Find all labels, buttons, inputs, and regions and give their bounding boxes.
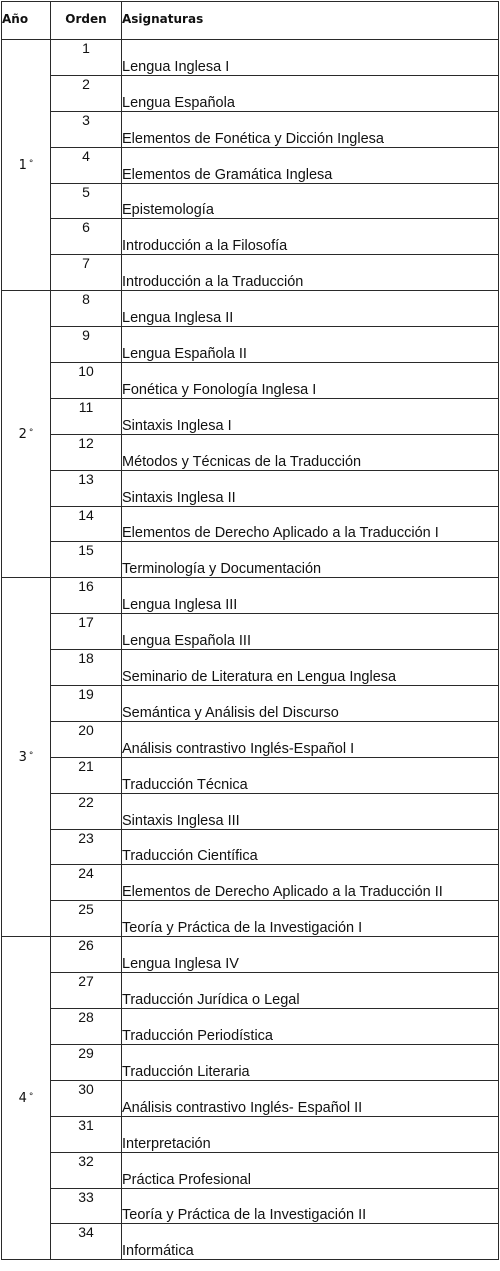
header-row [2, 2, 499, 40]
table-row [2, 470, 499, 506]
table-row [2, 1116, 499, 1152]
subject-name: Traducción Científica [122, 829, 499, 865]
order-number: 16 [51, 578, 122, 614]
subject-name: Lengua Inglesa IV [122, 937, 499, 973]
table-row [2, 111, 499, 147]
subject-name: Teoría y Práctica de la Investigación II [122, 1188, 499, 1224]
table-row [2, 75, 499, 111]
order-number: 18 [51, 650, 122, 686]
table-row [2, 757, 499, 793]
table-row [2, 219, 499, 255]
subject-name: Lengua Española [122, 75, 499, 111]
year-cell [2, 578, 51, 937]
order-number: 28 [51, 1009, 122, 1045]
order-number: 15 [51, 542, 122, 578]
subject-name: Introducción a la Traducción [122, 255, 499, 291]
order-number: 31 [51, 1116, 122, 1152]
table-row [2, 686, 499, 722]
year-column-header: Año [2, 2, 51, 40]
subject-name: Sintaxis Inglesa II [122, 470, 499, 506]
degree-symbol: ° [28, 1091, 34, 1102]
year-number: 1 [18, 157, 27, 173]
subject-name: Lengua Inglesa I [122, 40, 499, 76]
subject-name: Sintaxis Inglesa III [122, 793, 499, 829]
table-row [2, 614, 499, 650]
table-row [2, 1188, 499, 1224]
order-number: 21 [51, 757, 122, 793]
order-number: 9 [51, 327, 122, 363]
order-number: 2 [51, 75, 122, 111]
table-row [2, 1044, 499, 1080]
order-number: 10 [51, 363, 122, 399]
order-number: 11 [51, 398, 122, 434]
order-number: 12 [51, 434, 122, 470]
table-row [2, 901, 499, 937]
subject-name: Elementos de Derecho Aplicado a la Traducción I [122, 506, 499, 542]
subject-name: Análisis contrastivo Inglés- Español II [122, 1080, 499, 1116]
year-number: 4 [18, 1090, 27, 1106]
subject-name: Terminología y Documentación [122, 542, 499, 578]
subject-name: Interpretación [122, 1116, 499, 1152]
table-row [2, 1224, 499, 1260]
year-cell [2, 291, 51, 578]
order-number: 25 [51, 901, 122, 937]
subject-name: Teoría y Práctica de la Investigación I [122, 901, 499, 937]
table-row [2, 506, 499, 542]
order-number: 30 [51, 1080, 122, 1116]
table-row [2, 542, 499, 578]
degree-symbol: ° [28, 427, 34, 438]
order-number: 23 [51, 829, 122, 865]
table-row [2, 434, 499, 470]
order-number: 4 [51, 147, 122, 183]
order-number: 5 [51, 183, 122, 219]
table-row [2, 865, 499, 901]
table-row [2, 147, 499, 183]
subject-name: Semántica y Análisis del Discurso [122, 686, 499, 722]
subject-name: Métodos y Técnicas de la Traducción [122, 434, 499, 470]
subject-name: Seminario de Literatura en Lengua Inglesa [122, 650, 499, 686]
order-number: 33 [51, 1188, 122, 1224]
table-row [2, 650, 499, 686]
subject-name: Traducción Técnica [122, 757, 499, 793]
order-number: 14 [51, 506, 122, 542]
order-number: 1 [51, 40, 122, 76]
order-number: 13 [51, 470, 122, 506]
order-number: 8 [51, 291, 122, 327]
order-number: 22 [51, 793, 122, 829]
year-number: 3 [18, 749, 27, 765]
order-number: 19 [51, 686, 122, 722]
subject-name: Lengua Inglesa II [122, 291, 499, 327]
curriculum-table [1, 1, 499, 1260]
subject-name: Lengua Española III [122, 614, 499, 650]
table-row [2, 1152, 499, 1188]
table-body [2, 40, 499, 1260]
degree-symbol: ° [28, 750, 34, 761]
subject-name: Introducción a la Filosofía [122, 219, 499, 255]
table-row [2, 721, 499, 757]
subject-name: Lengua Española II [122, 327, 499, 363]
order-number: 26 [51, 937, 122, 973]
table-row [2, 255, 499, 291]
order-number: 3 [51, 111, 122, 147]
subjects-column-header: Asignaturas [122, 2, 499, 40]
subject-name: Traducción Literaria [122, 1044, 499, 1080]
table-row [2, 973, 499, 1009]
order-number: 6 [51, 219, 122, 255]
table-row [2, 363, 499, 399]
subject-name: Lengua Inglesa III [122, 578, 499, 614]
table-row [2, 40, 499, 76]
table-row [2, 327, 499, 363]
order-number: 20 [51, 721, 122, 757]
order-number: 29 [51, 1044, 122, 1080]
year-cell [2, 937, 51, 1260]
table-row [2, 937, 499, 973]
order-number: 32 [51, 1152, 122, 1188]
subject-name: Traducción Periodística [122, 1009, 499, 1045]
table-row [2, 291, 499, 327]
table-row [2, 1009, 499, 1045]
subject-name: Fonética y Fonología Inglesa I [122, 363, 499, 399]
year-cell [2, 40, 51, 291]
table-row [2, 829, 499, 865]
subject-name: Sintaxis Inglesa I [122, 398, 499, 434]
order-column-header: Orden [51, 2, 122, 40]
subject-name: Elementos de Fonética y Dicción Inglesa [122, 111, 499, 147]
table-row [2, 793, 499, 829]
subject-name: Epistemología [122, 183, 499, 219]
degree-symbol: ° [28, 158, 34, 169]
order-number: 24 [51, 865, 122, 901]
subject-name: Traducción Jurídica o Legal [122, 973, 499, 1009]
order-number: 34 [51, 1224, 122, 1260]
table-row [2, 183, 499, 219]
subject-name: Informática [122, 1224, 499, 1260]
year-number: 2 [18, 426, 27, 442]
order-number: 17 [51, 614, 122, 650]
table-row [2, 398, 499, 434]
table-row [2, 578, 499, 614]
order-number: 7 [51, 255, 122, 291]
subject-name: Práctica Profesional [122, 1152, 499, 1188]
subject-name: Elementos de Derecho Aplicado a la Traducción II [122, 865, 499, 901]
subject-name: Elementos de Gramática Inglesa [122, 147, 499, 183]
table-row [2, 1080, 499, 1116]
subject-name: Análisis contrastivo Inglés-Español I [122, 721, 499, 757]
order-number: 27 [51, 973, 122, 1009]
